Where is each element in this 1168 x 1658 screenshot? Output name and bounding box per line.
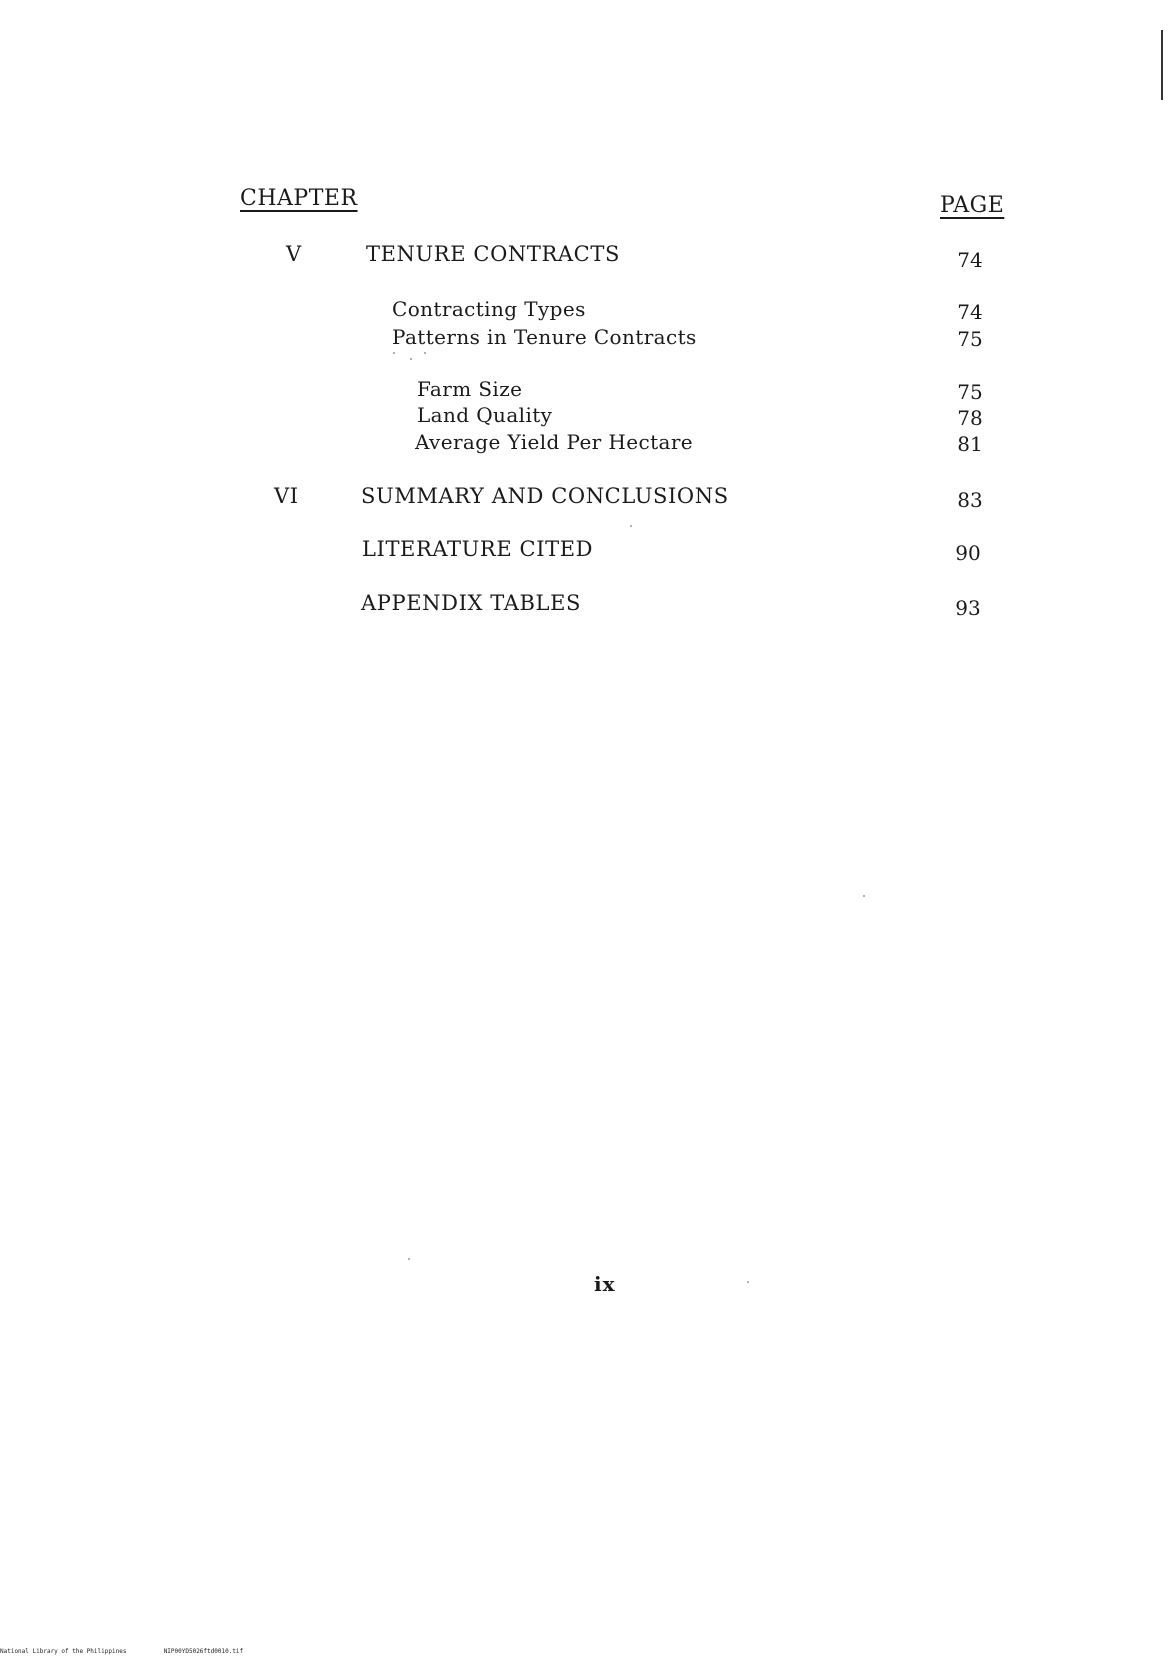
- scan-speck: [630, 525, 632, 527]
- toc-entry-page: 81: [957, 432, 983, 456]
- toc-entry-page: 75: [957, 327, 983, 351]
- toc-entry-page: 74: [957, 248, 983, 272]
- footer-library: National Library of the Philippines: [0, 1648, 127, 1655]
- toc-entry-page: 83: [957, 488, 983, 512]
- toc-entry-page: 90: [955, 541, 981, 565]
- toc-entry-title: Contracting Types: [392, 297, 586, 321]
- toc-entry-title: Farm Size: [417, 377, 523, 401]
- toc-entry-title: Average Yield Per Hectare: [415, 430, 694, 454]
- toc-entry-title: Land Quality: [417, 403, 553, 427]
- toc-entry-page: 75: [957, 380, 983, 404]
- toc-entry-title: TENURE CONTRACTS: [366, 242, 620, 266]
- scan-edge-mark: [1161, 30, 1163, 100]
- toc-entry-page: 78: [957, 406, 983, 430]
- toc-entry-title: APPENDIX TABLES: [361, 591, 582, 615]
- toc-entry-page: 74: [957, 300, 983, 324]
- chapter-number: VI: [274, 484, 299, 508]
- scan-speck: [410, 358, 412, 360]
- toc-entry-title: LITERATURE CITED: [362, 537, 594, 561]
- scan-speck: [408, 1258, 410, 1260]
- page-number: ix: [594, 1272, 616, 1296]
- page-column-header: PAGE: [940, 193, 1005, 218]
- toc-entry-title: SUMMARY AND CONCLUSIONS: [361, 484, 729, 508]
- toc-entry-title: Patterns in Tenure Contracts: [392, 325, 697, 349]
- scan-speck: [747, 1281, 749, 1283]
- scan-speck: [424, 352, 426, 354]
- footer-file: NIP00YD5026ftd0010.tif: [163, 1648, 244, 1655]
- scan-footer: [0, 1648, 243, 1655]
- scan-speck: [393, 352, 395, 354]
- chapter-column-header: CHAPTER: [240, 186, 358, 211]
- chapter-number: V: [286, 242, 302, 266]
- toc-entry-page: 93: [955, 596, 981, 620]
- scan-speck: [863, 895, 865, 897]
